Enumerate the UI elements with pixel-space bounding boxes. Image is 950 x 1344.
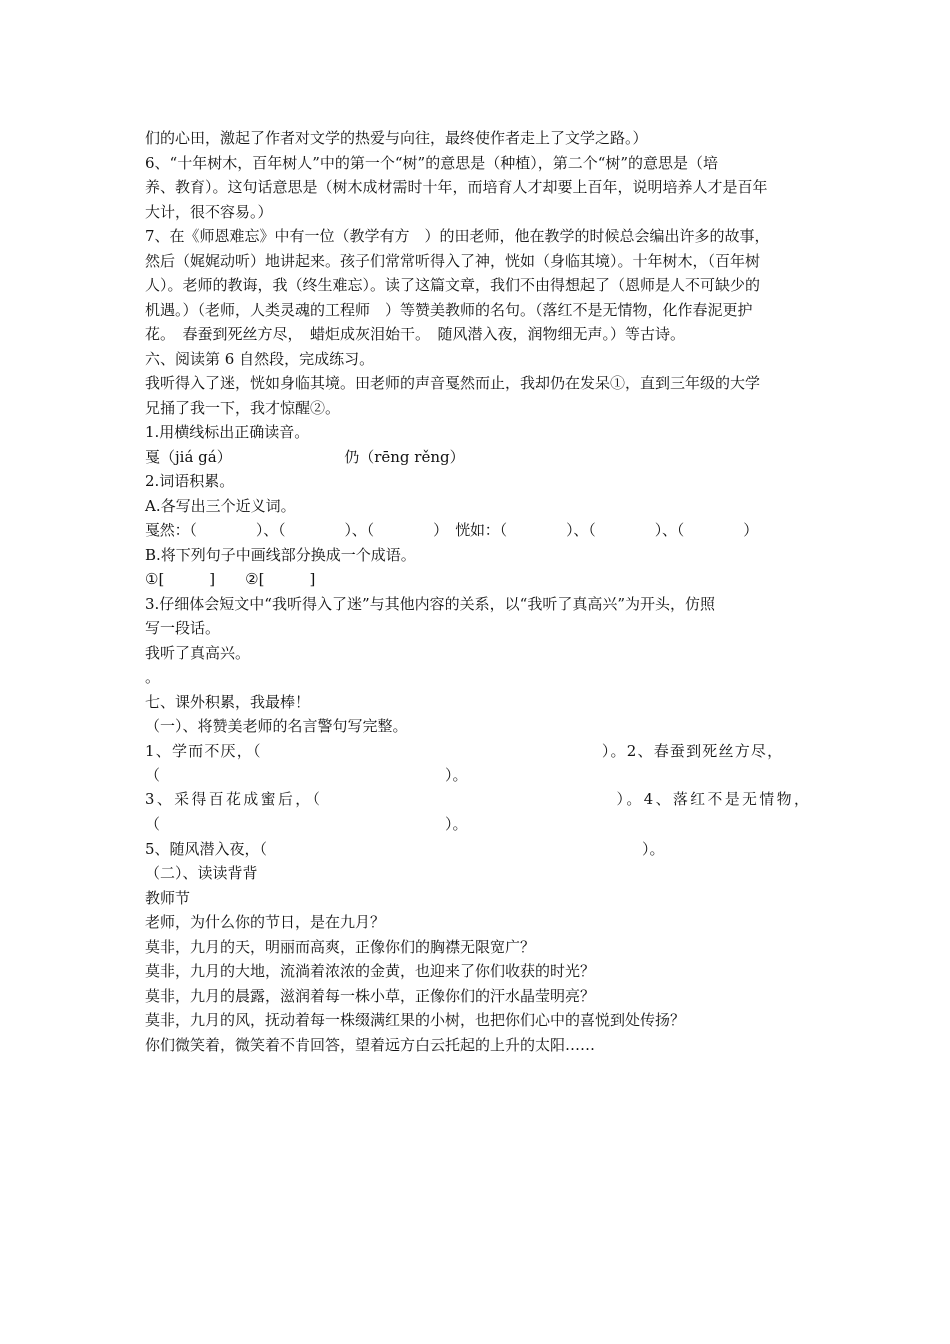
text-line: 7、在《师恩难忘》中有一位（教学有方 ）的田老师，他在教学的时候总会编出许多的故事， bbox=[145, 227, 770, 245]
subsection-heading: （二）、读读背背 bbox=[145, 864, 258, 882]
answer-blanks-line: 戛然：（ ）、（ ）、（ ） 恍如：（ ）、（ ）、（ ） bbox=[145, 521, 759, 539]
text-line: 写一段话。 bbox=[145, 619, 221, 637]
text-line: 花。 春蚕到死丝方尽， 蜡炬成灰泪始干。 随风潜入夜，润物细无声。）等古诗。 bbox=[145, 325, 686, 343]
pinyin-line: 戛（jiá gá） 仍（rēng rěng） bbox=[145, 447, 465, 466]
text-line: 兄捅了我一下，我才惊醒②。 bbox=[145, 398, 341, 417]
subsection-heading: （一）、将赞美老师的名言警句写完整。 bbox=[145, 717, 408, 735]
text-line: 我听得入了迷，恍如身临其境。田老师的声音戛然而止，我却仍在发呆①，直到三年级的大学 bbox=[145, 374, 761, 392]
question-line: 3.仔细体会短文中“我听得入了迷”与其他内容的关系，以“我听了真高兴”为开头，仿照 bbox=[145, 594, 715, 613]
poem-line: 老师，为什么你的节日，是在九月？ bbox=[145, 913, 386, 931]
fill-in-line: （ ）。 bbox=[145, 815, 468, 833]
text-line: 养、教育）。这句话意思是（树木成材需时十年，而培育人才却要上百年，说明培养人才是百年 bbox=[145, 178, 768, 196]
text-line: 我听了真高兴。 bbox=[145, 643, 251, 662]
text-line: 机遇。）（老师，人类灵魂的工程师 ）等赞美教师的名句。（落红不是无情物，化作春泥更护 bbox=[145, 300, 753, 319]
poem-line: 莫非，九月的晨露，滋润着每一株小草，正像你们的汗水晶莹明亮？ bbox=[145, 986, 596, 1005]
poem-line: 莫非，九月的风，抚动着每一株缀满红果的小树，也把你们心中的喜悦到处传扬？ bbox=[145, 1011, 686, 1029]
fill-in-line: 5、随风潜入夜，（ ）。 bbox=[145, 839, 665, 858]
question-line: A.各写出三个近义词。 bbox=[145, 496, 296, 515]
document-body bbox=[145, 126, 810, 1057]
answer-blanks-line: ①[ ] ②[ ] bbox=[145, 570, 316, 588]
question-line: 2.词语积累。 bbox=[145, 472, 235, 490]
fill-in-line: 3、采得百花成蜜后，（ ）。4、落红不是无情物， bbox=[145, 790, 812, 808]
text-line: 们的心田，激起了作者对文学的热爱与向往，最终使作者走上了文学之路。） bbox=[145, 129, 648, 147]
poem-line: 你们微笑着，微笑着不肯回答，望着远方白云托起的上升的太阳…… bbox=[145, 1035, 596, 1054]
poem-line: 莫非，九月的天，明丽而高爽，正像你们的胸襟无限宽广？ bbox=[145, 937, 536, 956]
section-heading: 六、阅读第 6 自然段，完成练习。 bbox=[145, 349, 375, 368]
fill-in-line: （ ）。 bbox=[145, 766, 468, 784]
question-line: B.将下列句子中画线部分换成一个成语。 bbox=[145, 545, 416, 564]
fill-in-line: 1、学而不厌，（ ）。2、春蚕到死丝方尽， bbox=[145, 741, 784, 760]
section-heading: 七、课外积累，我最棒！ bbox=[145, 692, 311, 711]
text-line: 人）。老师的教诲，我（终生难忘）。读了这篇文章，我们不由得想起了（恩师是人不可缺少的 bbox=[145, 276, 761, 294]
poem-line: 莫非，九月的大地，流淌着浓浓的金黄，也迎来了你们收获的时光？ bbox=[145, 962, 596, 980]
text-line: 。 bbox=[145, 668, 161, 686]
question-line: 1.用横线标出正确读音。 bbox=[145, 423, 310, 441]
text-line: 然后（娓娓动听）地讲起来。孩子们常常听得入了神，恍如（身临其境）。十年树木，（百年树 bbox=[145, 251, 761, 270]
text-line: 6、“十年树木，百年树人”中的第一个“树”的意思是（种植），第二个“树”的意思是（培 bbox=[145, 153, 719, 172]
text-line: 大计，很不容易。） bbox=[145, 202, 273, 221]
poem-title: 教师节 bbox=[145, 888, 191, 907]
